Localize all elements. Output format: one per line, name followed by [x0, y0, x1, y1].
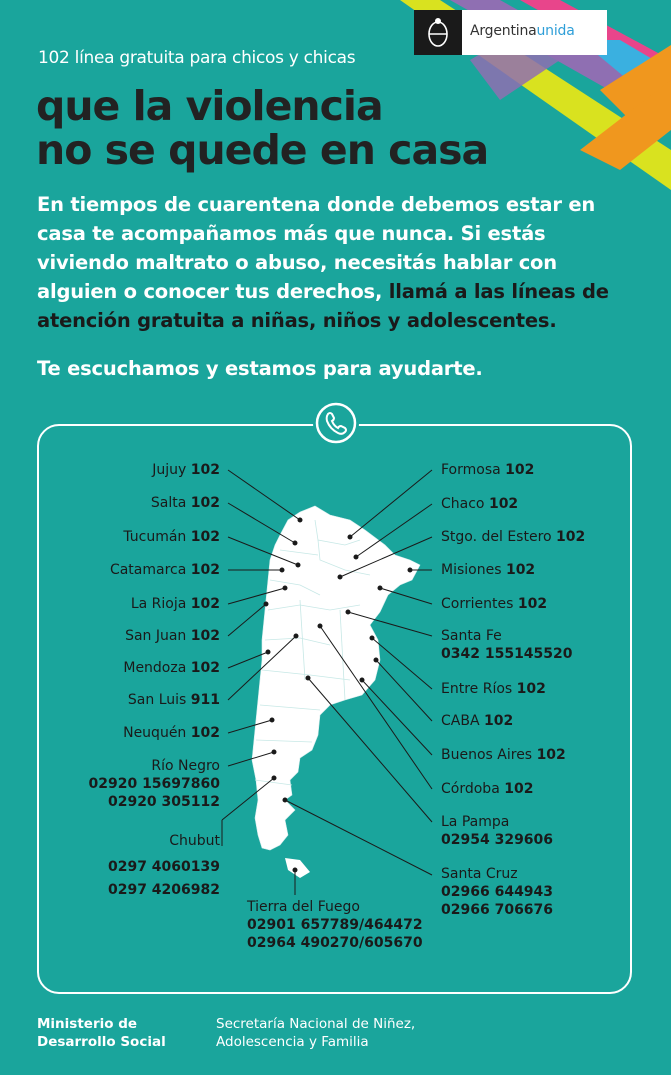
label-salta: Salta 102 [150, 495, 220, 511]
label-misiones: Misiones 102 [441, 562, 536, 578]
subtitle: 102 línea gratuita para chicos y chicas [38, 48, 356, 68]
secretariat-name: Secretaría Nacional de Niñez, Adolescencia y Familia [216, 1016, 416, 1050]
label-santa-fe: Santa Fe 0342 155145520 [441, 628, 573, 662]
brand-accent: unida [536, 23, 575, 39]
intro-plain: En tiempos de cuarentena donde debemos estar en casa te acompañamos más que nunca. Si estás viviendo maltrato o abuso, necesitás hablar con alguien o conocer tus derechos, [37, 193, 596, 303]
headline-line-1: que la violencia [36, 82, 383, 130]
label-entre-rios: Entre Ríos 102 [441, 681, 546, 697]
label-chubut: Chubut 0297 4060139 0297 4206982 [107, 833, 220, 898]
intro-emphasis: llamá a las líneas de atención gratuita a niñas, niños y adolescentes. [37, 280, 609, 332]
label-corrientes: Corrientes 102 [441, 596, 548, 612]
label-rio-negro: Río Negro 02920 15697860 02920 305112 [88, 758, 220, 810]
label-chaco: Chaco 102 [441, 496, 519, 512]
ministry-name: Ministerio de Desarrollo Social [37, 1016, 166, 1050]
brand-main: Argentina [470, 23, 537, 39]
label-formosa: Formosa 102 [441, 462, 535, 478]
label-san-juan: San Juan 102 [125, 628, 220, 644]
label-neuquen: Neuquén 102 [123, 725, 220, 741]
call-to-action: Te escuchamos y estamos para ayudarte. [37, 357, 483, 380]
label-jujuy: Jujuy 102 [152, 462, 220, 478]
label-mendoza: Mendoza 102 [123, 660, 220, 676]
label-buenos-aires: Buenos Aires 102 [441, 747, 566, 763]
label-caba: CABA 102 [441, 713, 514, 729]
label-san-luis: San Luis 911 [127, 692, 220, 708]
label-stgo-del-estero: Stgo. del Estero 102 [441, 529, 586, 545]
headline-line-2: no se quede en casa [36, 126, 489, 174]
label-tucuman: Tucumán 102 [123, 529, 220, 545]
label-cordoba: Córdoba 102 [441, 781, 534, 797]
label-tierra-del-fuego: Tierra del Fuego 02901 657789/464472 02964 490270/605670 [247, 899, 423, 951]
label-la-pampa: La Pampa 02954 329606 [441, 814, 554, 848]
label-catamarca: Catamarca 102 [109, 562, 220, 578]
label-la-rioja: La Rioja 102 [130, 596, 220, 612]
label-santa-cruz: Santa Cruz 02966 644943 02966 706676 [441, 866, 554, 918]
